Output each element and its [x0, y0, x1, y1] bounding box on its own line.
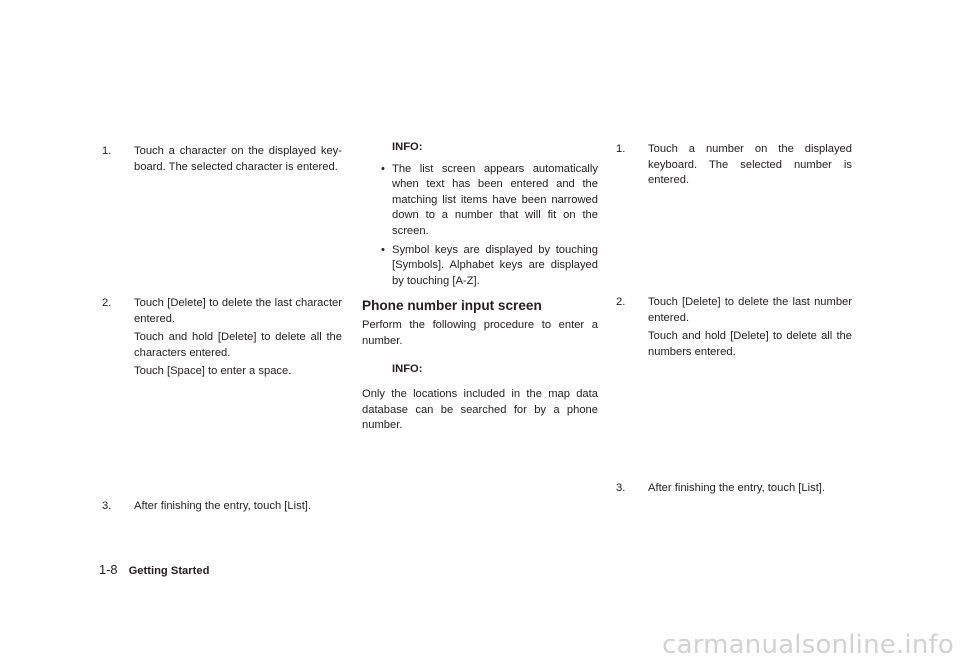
step-number: 2. [102, 297, 112, 309]
section-name: Getting Started [128, 565, 210, 577]
step-number: 3. [616, 482, 626, 494]
left-step-2-note-2: Touch [Space] to enter a space. [134, 365, 292, 378]
right-step-2 [616, 295, 852, 326]
left-step-2 [102, 296, 342, 327]
step-number: 2. [616, 296, 626, 308]
step-text: After finishing the entry, touch [List]. [134, 500, 312, 512]
step-text: Touch a number on the displayed keyboard. The selected number is entered. [648, 143, 852, 187]
left-step-3 [102, 499, 342, 515]
section-intro: Perform the following procedure to enter a number. [362, 319, 598, 347]
bullet-text: The list screen appears automatically when text has been entered and the matching list items have been narrowed down to a number that will fit on the screen. [392, 162, 598, 237]
bullet-icon: • [381, 162, 385, 175]
step-number: 1. [616, 143, 626, 155]
step-text: Touch [Delete] to delete the last character entered. [134, 297, 342, 325]
left-column-step3 [102, 499, 342, 515]
right-column-step1 [616, 142, 852, 189]
info-title-2: INFO: [392, 362, 423, 375]
watermark: carmanualsonline.info [662, 630, 954, 660]
left-step-2-note-1: Touch and hold [Delete] to delete all the characters entered. [134, 331, 342, 359]
left-step-1 [102, 144, 342, 175]
info-2-text: Only the locations included in the map data database can be searched for by a phone number. [362, 388, 598, 432]
section-heading: Phone number input screen [362, 298, 542, 314]
middle-column [362, 140, 598, 434]
step-text: After finishing the entry, touch [List]. [648, 482, 826, 494]
right-column-step3 [616, 481, 852, 497]
right-step-3 [616, 481, 852, 497]
step-text: Touch [Delete] to delete the last number entered. [648, 296, 852, 324]
info-bullet-2 [362, 243, 598, 290]
right-step-2-note-1: Touch and hold [Delete] to delete all the numbers entered. [648, 330, 852, 358]
left-column [102, 144, 342, 175]
step-number: 1. [102, 145, 112, 157]
info-bullet-1 [362, 162, 598, 240]
info-title: INFO: [392, 141, 423, 153]
page-footer [99, 562, 209, 580]
right-column-step2 [616, 295, 852, 360]
bullet-text: Symbol keys are displayed by touching [Symbols]. Alphabet keys are displayed by touching [A-Z]. [392, 243, 598, 287]
left-column-step2 [102, 296, 342, 380]
bullet-icon: • [381, 243, 385, 256]
right-step-1 [616, 142, 852, 189]
step-text: Touch a character on the displayed key-board. The selected character is entered. [134, 145, 342, 173]
page-number: 1-8 [99, 562, 118, 577]
step-number: 3. [102, 500, 112, 512]
